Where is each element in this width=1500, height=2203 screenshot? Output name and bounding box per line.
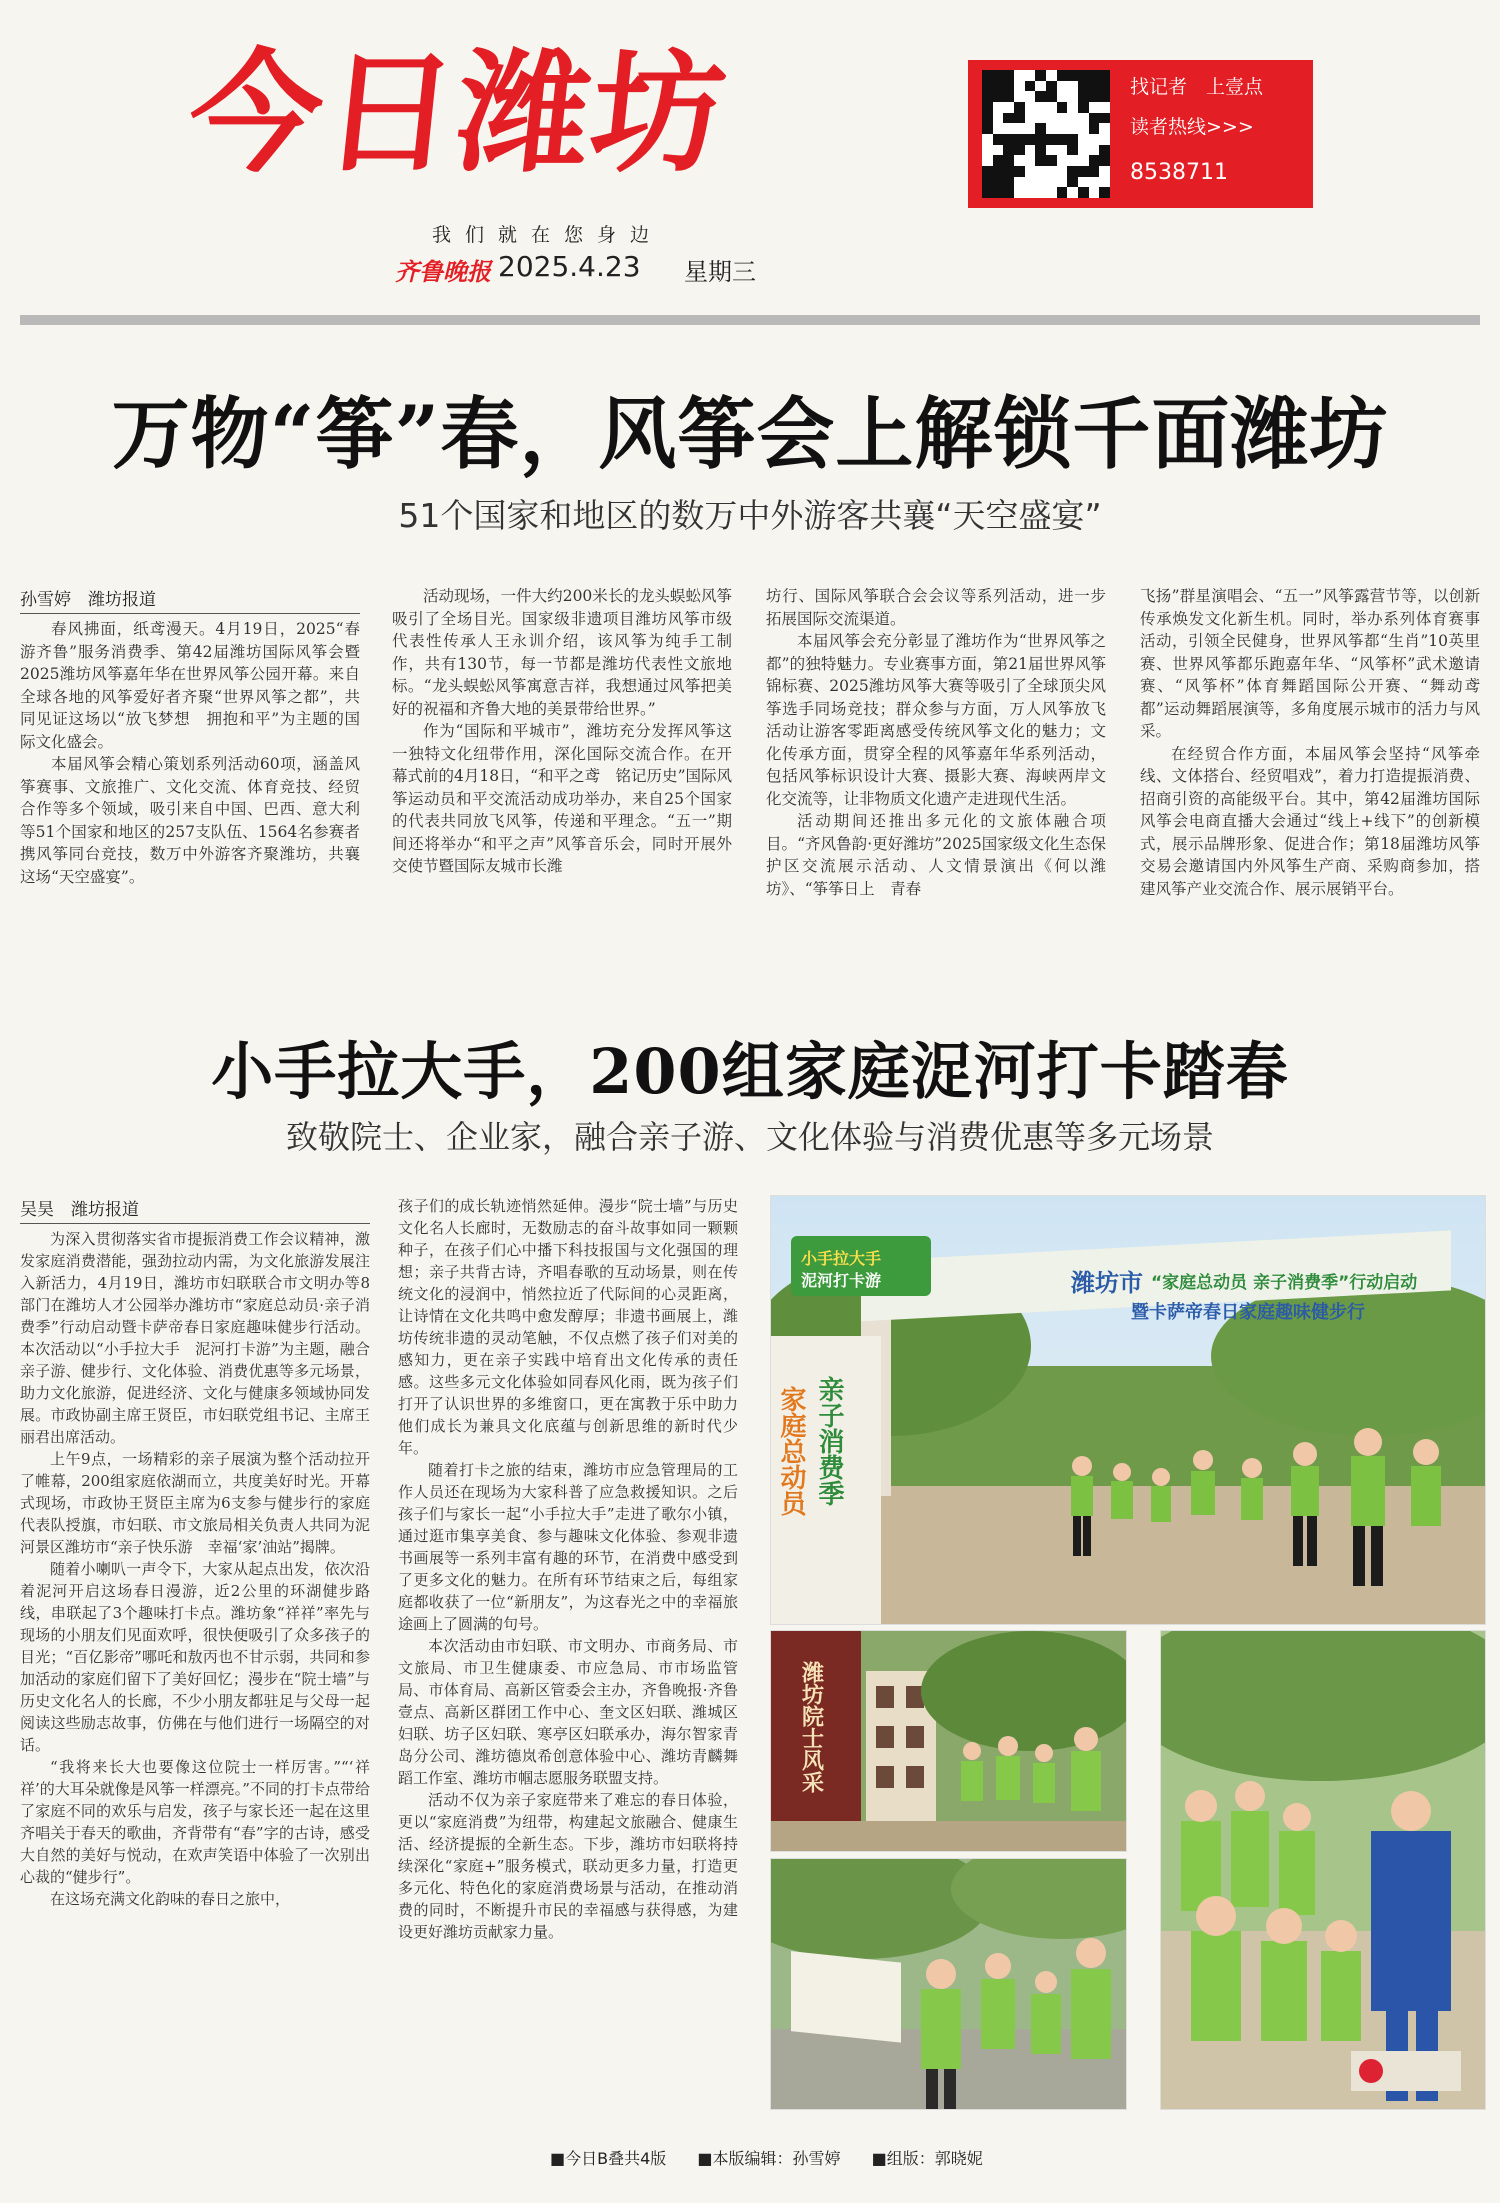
story1-column-4: 飞扬”群星演唱会、“五一”风筝露营节等，以创新传承焕发文化新生机。同时，举办系列体育赛事活动，引领全民健身，世界风筝都“生肖”10英里赛、世界风筝都乐跑嘉年华、“风筝杯”武术邀请赛、“风筝杯”体育舞蹈国际公开赛、“舞动鸢都”运动舞蹈展演等，多角度展示城市的活力与风采。 在经贸合作方面，本届风筝会坚持“风筝牵线、文体搭台、经贸唱戏”，着力打造提振消费、招商引资的高能级平台。其中，第42届潍坊国际风筝会电商直播大会通过“线上+线下”的创新模式，展示品牌形象、促进合作；第18届潍坊风筝交易会邀请国内外风筝生产商、采购商参加，搭建风筝产业交流合作、展示展销平台。 [1140, 587, 1480, 898]
story2-column-2: 孩子们的成长轨迹悄然延伸。漫步“院士墙”与历史文化名人长廊时，无数励志的奋斗故事如同一颗颗种子，在孩子们心中播下科技报国与文化强国的理想；亲子共背古诗，齐唱春歌的互动场景，则在传统文化的浸润中，悄然拉近了代际间的心灵距离，让诗情在文化共鸣中愈发醇厚；非遗书画展上，潍坊传统非遗的灵动笔触，不仅点燃了孩子们对美的感知力，更在亲子实践中培育出文化传承的责任感。这些多元文化体验如同春风化雨，既为孩子们打开了认识世界的多维窗口，更在寓教于乐中助力他们成长为兼具文化底蕴与创新思维的新时代少年。 随着打卡之旅的结束，潍坊市应急管理局的工作人员还在现场为大家科普了应急救援知识。之后孩子们与家长一起“小手拉大手”走进了歌尔小镇，通过逛市集享美食、参与趣味文化体验、参观非遗书画展等一系列丰富有趣的环节，在消费中感受到了更多文化的魅力。在所有环节结束之后，每组家庭都收获了一位“新朋友”，为这春光之中的幸福旅途画上了圆满的句号。 本次活动由市妇联、市文明办、市商务局、市文旅局、市卫生健康委、市应急局、市市场监管局、市体育局、高新区管委会主办，齐鲁晚报·齐鲁壹点、高新区群团工作中心、奎文区妇联、潍城区妇联、坊子区妇联、寒亭区妇联承办，海尔智家青岛分公司、潍坊德岚希创意体验中心、潍坊青麟舞蹈工作室、潍坊市帼志愿服务联盟支持。 活动不仅为亲子家庭带来了难忘的春日体验，更以“家庭消费”为纽带，构建起文旅融合、健康生活、经济提振的全新生态。下步，潍坊市妇联将持续深化“家庭+”服务模式，联动更多力量，打造更多元化、特色化的家庭消费场景与活动，在推动消费的同时，不断提升市民的幸福感与获得感，为建设更好潍坊贡献家力量。 [398, 1197, 738, 1941]
hotline-number: 8538711 [1130, 160, 1228, 185]
story1-column-1: 春风拂面，纸鸢漫天。4月19日，2025“春游齐鲁”服务消费季、第42届潍坊国际风筝会暨2025潍坊风筝嘉年华在世界风筝公园开幕。来自全球各地的风筝爱好者齐聚“世界风筝之都”，共同见证这场以“放飞梦想 拥抱和平”为主题的国际文化盛会。 本届风筝会精心策划系列活动60项，涵盖风筝赛事、文旅推广、文化交流、体育竞技、经贸合作等多个领域，吸引来自中国、巴西、意大利等51个国家和地区的257支队伍、1564名参赛者携风筝同台竞技，数万中外游客齐聚潍坊，共襄这场“天空盛宴”。 [20, 620, 360, 886]
contact-box [968, 60, 1313, 208]
contact-line-2: 读者热线>>> [1130, 116, 1254, 138]
story1-column-3: 坊行、国际风筝联合会会议等系列活动，进一步拓展国际交流渠道。 本届风筝会充分彰显了潍坊作为“世界风筝之都”的独特魅力。专业赛事方面，第21届世界风筝锦标赛、2025潍坊风筝大赛等吸引了全球顶尖风筝选手同场竞技；群众参与方面，万人风筝放飞活动让游客零距离感受传统风筝文化的魅力；文化传承方面，贯穿全程的风筝嘉年华系列活动，包括风筝标识设计大赛、摄影大赛、海峡两岸文化交流等，让非物质文化遗产走进现代生活。 活动期间还推出多元化的文旅体融合项目。“齐风鲁韵·更好潍坊”2025国家级文化生态保护区交流展示活动、人文情景演出《何以潍坊》、“筝筝日上 青春 [766, 587, 1106, 898]
photo-emergency-demo [1160, 1630, 1486, 2110]
arch-line-1: “家庭总动员 亲子消费季”行动启动 [1151, 1273, 1418, 1293]
standee-text-2: 家庭总动员 [776, 1386, 806, 1516]
page-footer [550, 2146, 1009, 2169]
arch-line-2: 暨卡萨帝春日家庭趣味健步行 [1131, 1302, 1365, 1323]
slogan: 我们就在您身边 [432, 224, 664, 246]
story1-byline: 孙雪婷 潍坊报道 [20, 585, 360, 614]
standee-text: 亲子消费季 [814, 1376, 844, 1506]
banner-left: 小手拉大手 [801, 1249, 882, 1268]
contact-line-1: 找记者 上壹点 [1130, 76, 1264, 98]
story1-subheadline: 51个国家和地区的数万中外游客共襄“天空盛宴” [398, 496, 1102, 535]
qr-code-icon[interactable] [982, 70, 1110, 198]
masthead [0, 0, 1500, 320]
banner-left-2: 泥河打卡游 [801, 1271, 882, 1290]
paper-brand: 齐鲁晚报 [395, 257, 491, 286]
masthead-rule [20, 315, 1480, 325]
issue-date: 2025.4.23 [498, 250, 641, 283]
photo-event-start [770, 1195, 1486, 1625]
story1-column-2: 活动现场，一件大约200米长的龙头蜈蚣风筝吸引了全场目光。国家级非遗项目潍坊风筝市级代表性传承人王永训介绍，该风筝为纯手工制作，共有130节，每一节都是潍坊代表性文旅地标。“龙头蜈蚣风筝寓意吉祥，我想通过风筝把美好的祝福和齐鲁大地的美景带给世界。” 作为“国际和平城市”，潍坊充分发挥风筝这一独特文化纽带作用，深化国际交流合作。在开幕式前的4月18日，“和平之鸢 铭记历史”国际风筝运动员和平交流活动成功举办，来自25个国家的代表共同放飞风筝，传递和平理念。“五一”期间还将举办“和平之声”风筝音乐会，同时开展外交使节暨国际友城市长潍 [392, 587, 732, 875]
newspaper-logo: 今日潍坊 [181, 37, 735, 191]
footer-edition: ■今日B叠共4版 [550, 2149, 667, 2168]
photo-families-reading [770, 1858, 1127, 2110]
footer-editor: ■本版编辑：孙雪婷 [697, 2149, 841, 2168]
wall-vertical-text: 潍坊院士风采 [798, 1661, 824, 1793]
arch-title: 潍坊市 [1071, 1269, 1143, 1297]
issue-weekday: 星期三 [684, 258, 756, 286]
story2-subheadline: 致敬院士、企业家，融合亲子游、文化体验与消费优惠等多元场景 [285, 1118, 1214, 1156]
story1-headline: 万物“筝”春，风筝会上解锁千面潍坊 [111, 389, 1389, 480]
story2-headline: 小手拉大手，200组家庭浞河打卡踏春 [211, 1035, 1289, 1108]
story2-column-1: 为深入贯彻落实省市提振消费工作会议精神，激发家庭消费潜能，强劲拉动内需，为文化旅游发展注入新活力，4月19日，潍坊市妇联联合市文明办等8部门在潍坊人才公园举办潍坊市“家庭总动员·亲子消费季”行动启动暨卡萨帝春日家庭趣味健步行活动。本次活动以“小手拉大手 泥河打卡游”为主题，融合亲子游、健步行、文化体验、消费优惠等多元场景，助力文化旅游，促进经济、文化与健康多领域协同发展。市政协副主席王贤臣，市妇联党组书记、主席王丽君出席活动。 上午9点，一场精彩的亲子展演为整个活动拉开了帷幕，200组家庭依湖而立，共度美好时光。开幕式现场，市政协王贤臣主席为6支参与健步行的家庭代表队授旗，市妇联、市文旅局相关负责人共同为泥河景区潍坊市“亲子快乐游 幸福‘家’油站”揭牌。 随着小喇叭一声令下，大家从起点出发，依次沿着泥河开启这场春日漫游，近2公里的环湖健步路线，串联起了3个趣味打卡点。潍坊象“祥祥”率先与现场的小朋友们见面欢呼，很快便吸引了众多孩子的目光；“百亿影帝”哪吒和敖丙也不甘示弱，共同和参加活动的家庭们留下了美好回忆；漫步在“院士墙”与历史文化名人的长廊，不少小朋友都驻足与父母一起阅读这些励志故事，仿佛在与他们进行一场隔空的对话。 “我将来长大也要像这位院士一样厉害。”“‘祥祥’的大耳朵就像是风筝一样漂亮。”不同的打卡点带给了家庭不同的欢乐与启发，孩子与家长还一起在这里齐唱关于春天的歌曲，齐背带有“春”字的古诗，感受大自然的美好与悦动，在欢声笑语中体验了一次别出心裁的“健步行”。 在这场充满文化韵味的春日之旅中， [20, 1230, 370, 1908]
footer-layout: ■组版：郭晓妮 [871, 2149, 983, 2168]
story2-byline: 吴昊 潍坊报道 [20, 1195, 370, 1224]
photo-academician-wall [770, 1630, 1127, 1852]
